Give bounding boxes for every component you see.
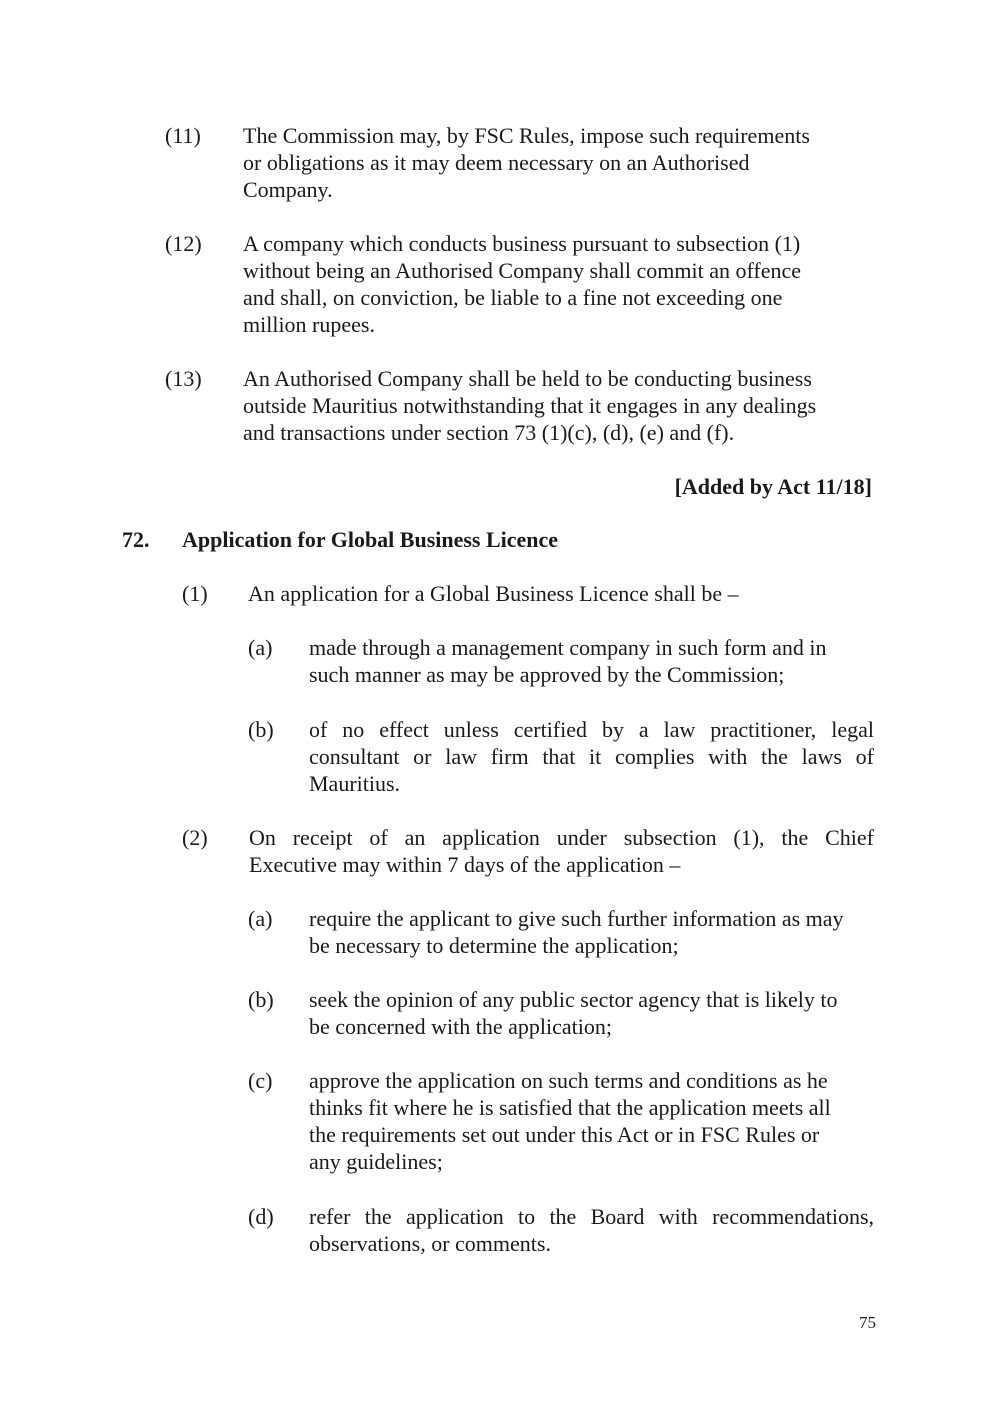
- text-line: without being an Authorised Company shall commit an offence: [243, 258, 802, 283]
- text-line: observations, or comments.: [309, 1231, 551, 1256]
- subsection-text: [243, 230, 858, 338]
- amendment-note: [Added by Act 11/18]: [674, 474, 872, 499]
- subsection-number: (2): [182, 825, 208, 850]
- text-line: An Authorised Company shall be held to be conducting business: [243, 366, 812, 391]
- text-line: of no effect unless certified by a law practitioner, legal: [309, 717, 874, 742]
- paragraph-text: [309, 634, 874, 688]
- subsection-text: [249, 824, 874, 878]
- text-line: be concerned with the application;: [309, 1014, 612, 1039]
- subsection-text: [243, 122, 858, 203]
- text-line: seek the opinion of any public sector agency that is likely to: [309, 987, 838, 1012]
- text-line: any guidelines;: [309, 1149, 443, 1174]
- text-line: the requirements set out under this Act or in FSC Rules or: [309, 1122, 820, 1147]
- paragraph-text: [309, 1067, 874, 1175]
- page-number: 75: [859, 1313, 876, 1332]
- text-line: Mauritius.: [309, 771, 401, 796]
- text-line: million rupees.: [243, 312, 375, 337]
- subsection-text: An application for a Global Business Licence shall be –: [248, 581, 739, 606]
- paragraph-label: (c): [248, 1068, 273, 1093]
- paragraph-label: (b): [248, 987, 274, 1012]
- text-line: On receipt of an application under subsection (1), the Chief: [249, 825, 874, 850]
- text-line: be necessary to determine the application;: [309, 933, 679, 958]
- paragraph-text: [309, 905, 874, 959]
- text-line: made through a management company in such form and in: [309, 635, 827, 660]
- text-line: require the applicant to give such further information as may: [309, 906, 844, 931]
- subsection-number: (13): [165, 366, 202, 391]
- text-line: thinks fit where he is satisfied that the application meets all: [309, 1095, 831, 1120]
- text-line: and shall, on conviction, be liable to a fine not exceeding one: [243, 285, 783, 310]
- text-line: approve the application on such terms and conditions as he: [309, 1068, 828, 1093]
- paragraph-label: (a): [248, 906, 273, 931]
- paragraph-label: (b): [248, 717, 274, 742]
- subsection-number: (1): [182, 581, 208, 606]
- text-line: refer the application to the Board with recommendations,: [309, 1204, 874, 1229]
- text-line: outside Mauritius notwithstanding that it engages in any dealings: [243, 393, 817, 418]
- text-line: Executive may within 7 days of the application –: [249, 852, 681, 877]
- paragraph-text: [309, 1203, 874, 1257]
- paragraph-label: (a): [248, 635, 273, 660]
- text-line: The Commission may, by FSC Rules, impose such requirements: [243, 123, 810, 148]
- paragraph-text: [309, 986, 874, 1040]
- text-line: consultant or law firm that it complies with the laws of: [309, 744, 874, 769]
- section-number: 72.: [122, 527, 150, 552]
- subsection-text: [243, 365, 863, 446]
- section-title: Application for Global Business Licence: [182, 527, 559, 552]
- text-line: A company which conducts business pursuant to subsection (1): [243, 231, 801, 256]
- subsection-number: (11): [165, 123, 201, 148]
- text-line: Company.: [243, 177, 333, 202]
- text-line: or obligations as it may deem necessary on an Authorised: [243, 150, 750, 175]
- text-line: and transactions under section 73 (1)(c), (d), (e) and (f).: [243, 420, 735, 445]
- text-line: such manner as may be approved by the Commission;: [309, 662, 785, 687]
- paragraph-label: (d): [248, 1204, 274, 1229]
- paragraph-text: [309, 716, 874, 797]
- subsection-number: (12): [165, 231, 202, 256]
